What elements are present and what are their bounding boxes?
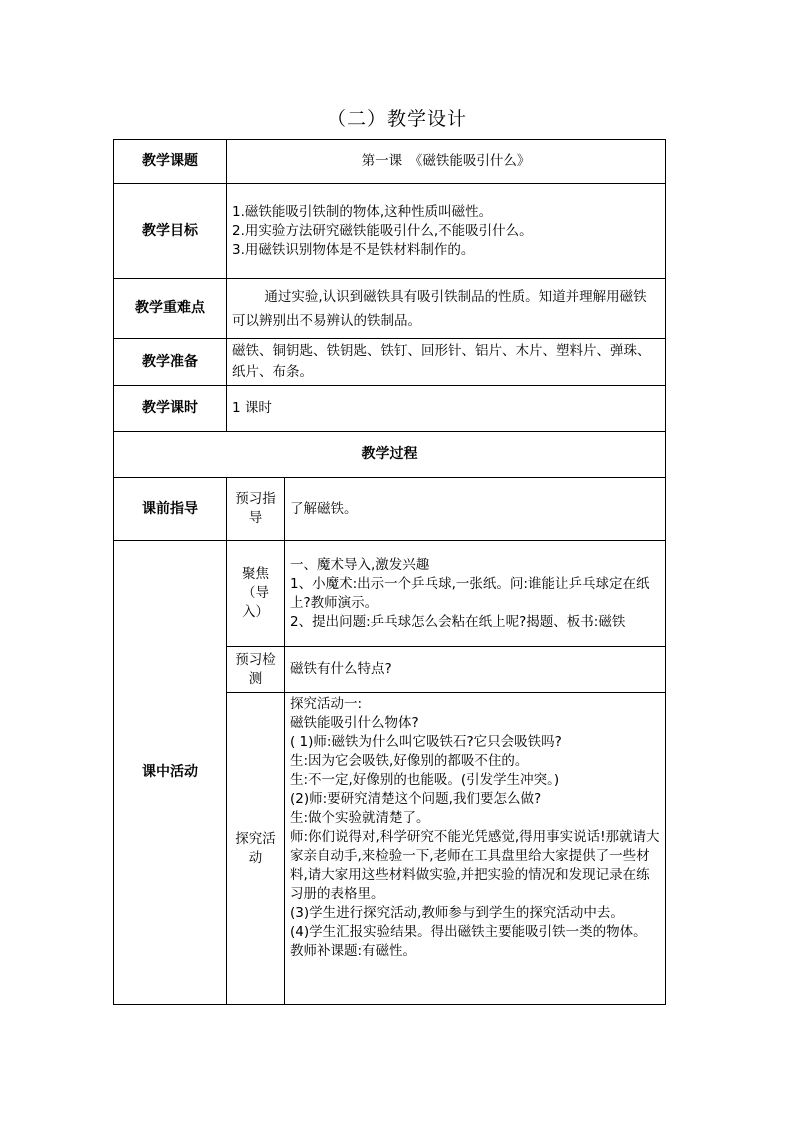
hours-row [114,386,666,432]
check-sub-label: 预习检测 [227,647,285,693]
pre-class-sub-label: 预习指导 [227,478,285,541]
explore-sub-label: 探究活动 [227,693,285,1005]
focus-sub-label: 聚焦（导入） [227,541,285,647]
in-class-label: 课中活动 [114,541,227,1005]
materials-label: 教学准备 [114,339,227,386]
materials-value: 磁铁、铜钥匙、铁钥匙、铁钉、回形针、铝片、木片、塑料片、弹珠、纸片、布条。 [227,339,666,386]
lesson-plan-table [113,139,666,1005]
topic-value: 第一课 《磁铁能吸引什么》 [227,140,666,184]
explore-line: 探究活动一: [290,696,363,712]
explore-content [285,693,666,1005]
page-title: （二）教学设计 [326,108,467,130]
pre-class-label: 课前指导 [114,478,227,541]
topic-row [114,140,666,184]
focus-line: 1、小魔术:出示一个乒乓球,一张纸。问:谁能让乒乓球定在纸上?教师演示。 [290,575,650,611]
objectives-label: 教学目标 [114,184,227,279]
key-points-label: 教学重难点 [114,279,227,339]
hours-label: 教学课时 [114,386,227,432]
explore-line: 生:做个实验就清楚了。 [290,810,430,826]
hours-value: 1 课时 [227,386,666,432]
explore-line: 师:你们说得对,科学研究不能光凭感觉,得用事实说话!那就请大家亲自动手,来检验一下,老师在工具盘里给大家提供了一些材料,请大家用这些材料做实验,并把实验的情况和发现记录在练习册的表格里。 [290,829,660,902]
explore-line: 生:因为它会吸铁,好像别的都吸不住的。 [290,753,529,769]
objective-item: 2.用实验方法研究磁铁能吸引什么,不能吸引什么。 [232,222,533,239]
focus-line: 2、提出问题:乒乓球怎么会粘在纸上呢?揭题、板书:磁铁 [290,613,626,630]
materials-row [114,339,666,386]
objective-item: 3.用磁铁识别物体是不是铁材料制作的。 [232,241,475,258]
process-header: 教学过程 [114,432,666,478]
pre-class-value: 了解磁铁。 [285,478,666,541]
process-header-row [114,432,666,478]
check-value: 磁铁有什么特点? [285,647,666,693]
focus-row [114,541,666,647]
explore-line: (4)学生汇报实验结果。得出磁铁主要能吸引铁一类的物体。教师补课题:有磁性。 [290,924,647,959]
objective-item: 1.磁铁能吸引铁制的物体,这种性质叫磁性。 [232,203,493,220]
key-points-value: 通过实验,认识到磁铁具有吸引铁制品的性质。知道并理解用磁铁可以辨别出不易辨认的铁制品。 [227,279,666,339]
topic-label: 教学课题 [114,140,227,184]
objectives-list [227,184,666,279]
explore-line: ( 1)师:磁铁为什么叫它吸铁石?它只会吸铁吗? [290,734,562,750]
explore-line: 磁铁能吸引什么物体? [290,715,419,731]
focus-line: 一、魔术导入,激发兴趣 [290,556,430,573]
explore-line: (2)师:要研究清楚这个问题,我们要怎么做? [290,791,542,807]
objectives-row [114,184,666,279]
focus-content [285,541,666,647]
key-points-row [114,279,666,339]
explore-line: (3)学生进行探究活动,教师参与到学生的探究活动中去。 [290,905,624,921]
explore-line: 生:不一定,好像别的也能吸。(引发学生冲突。) [290,772,560,788]
pre-class-row [114,478,666,541]
